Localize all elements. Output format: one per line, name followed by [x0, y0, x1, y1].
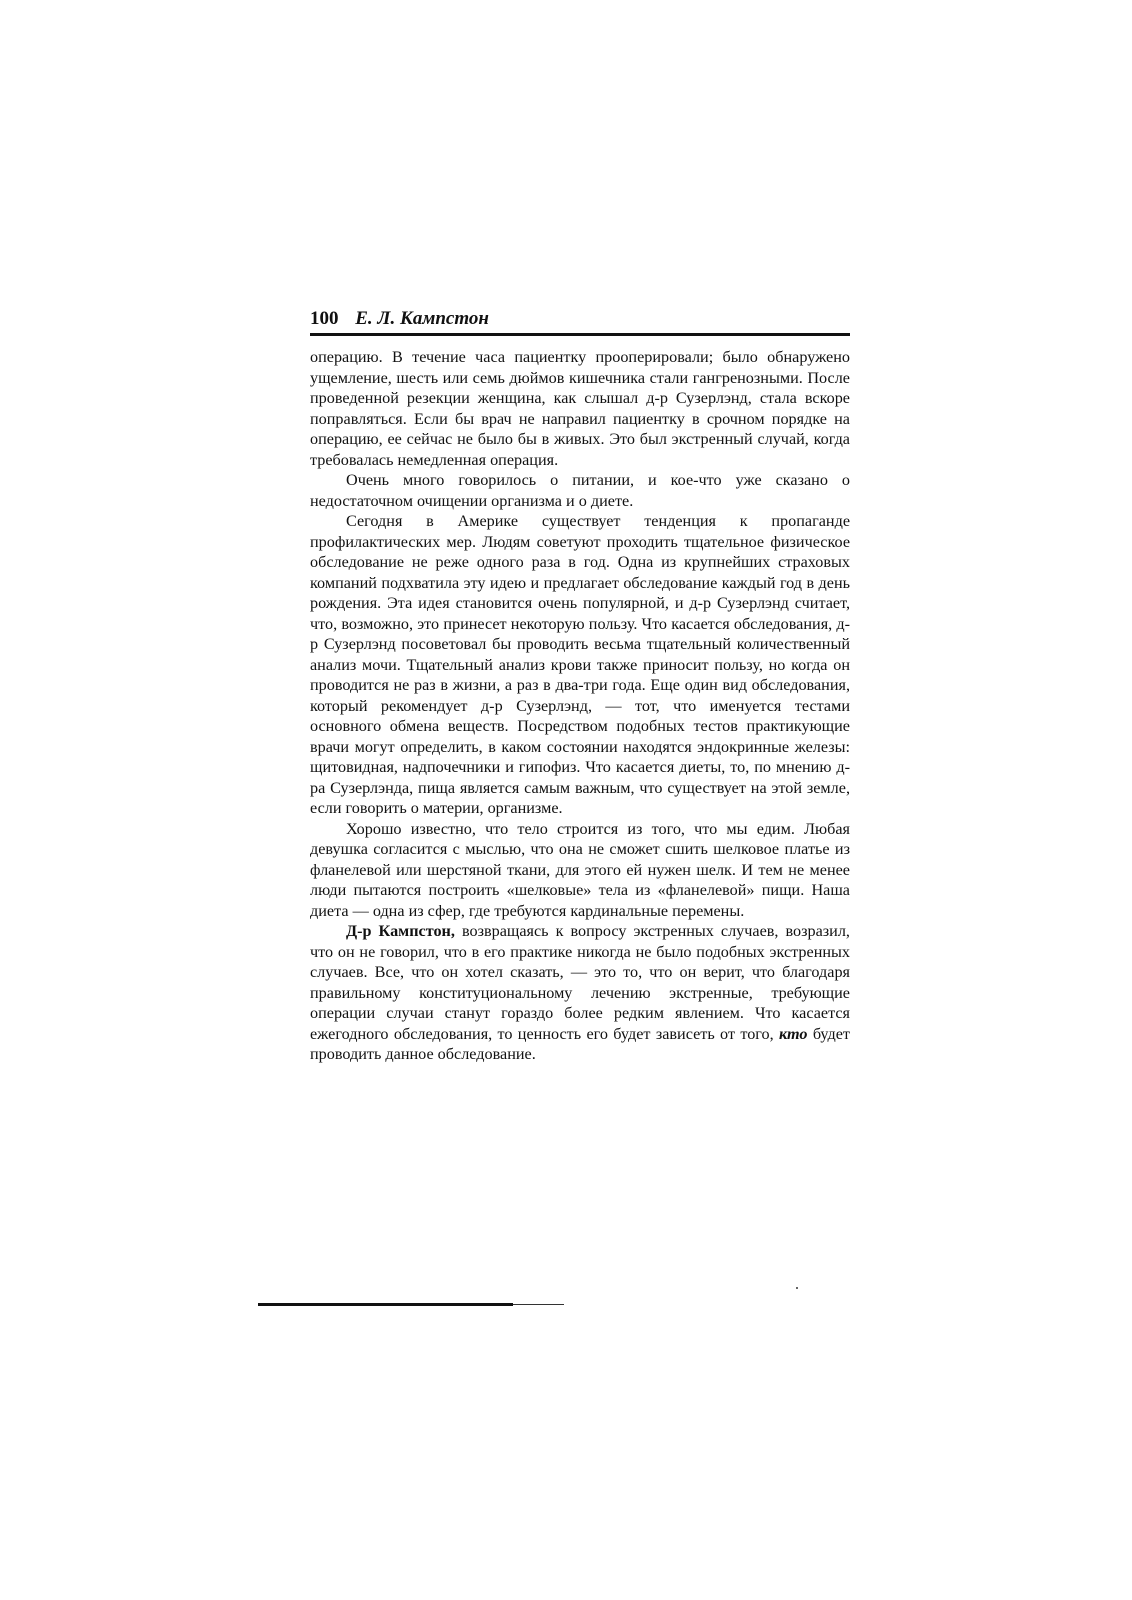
book-page — [310, 308, 850, 1065]
paragraph-2: Очень много говорилось о питании, и кое-что уже сказано о недостаточном очищении организма и о диете. — [310, 471, 850, 510]
paragraph-1: операцию. В течение часа пациентку прооперировали; было обнаружено ущемление, шесть или семь дюймов кишечника стали гангренозными. После проведенной резекции женщина, как слышал д-р Сузерлэнд, стала вскоре поправляться. Если бы врач не направил пациентку в срочном порядке на операцию, ее сейчас не было бы в живых. Это был экстренный случай, когда требовалась немедленная операция. — [310, 348, 850, 469]
emphasis-word: кто — [779, 1024, 808, 1043]
running-header — [310, 308, 850, 336]
paragraph-3: Сегодня в Америке существует тенденция к пропаганде профилактических мер. Людям советуют проходить тщательное физическое обследование не реже одного раза в год. Одна из крупнейших страховых компаний подхватила эту идею и предлагает обследование каждый год в день рождения. Эта идея становится очень популярной, и д-р Сузерлэнд считает, что, возможно, это принесет некоторую пользу. Что касается обследования, д-р Сузерлэнд посоветовал бы проводить весьма тщательный количественный анализ мочи. Тщательный анализ крови также приносит пользу, но когда он проводится не раз в жизни, а раз в два-три года. Еще один вид обследования, который рекомендует д-р Сузерлэнд, — тот, что именуется тестами основного обмена веществ. Посредством подобных тестов практикующие врачи могут определить, в каком состоянии находятся эндокринные железы: щитовидная, надпочечники и гипофиз. Что касается диеты, то, по мнению д-ра Сузерлэнда, пища является самым важным, что существует на этой земле, если говорить о материи, организме. — [310, 512, 850, 817]
body-text — [310, 347, 850, 1065]
scan-speck — [796, 1287, 798, 1289]
paragraph-4: Хорошо известно, что тело строится из того, что мы едим. Любая девушка согласится с мыслью, что она не сможет сшить шелковое платье из фланелевой или шерстяной ткани, для этого ей нужен шелк. И тем не менее люди пытаются построить «шелковые» тела из «фланелевой» пищи. Наша диета — одна из сфер, где требуются кардинальные перемены. — [310, 819, 850, 920]
footer-rule-thick — [258, 1303, 513, 1306]
paragraph-5-text-b: будет проводить данное обследование. — [310, 1024, 851, 1063]
running-header-author: Е. Л. Кампстон — [355, 308, 489, 329]
page-number: 100 — [310, 308, 339, 329]
footer-rule — [258, 1303, 564, 1307]
paragraph-5 — [310, 921, 850, 1065]
speaker-name: Д-р Кампстон, — [346, 922, 455, 940]
paragraph-5-text-a: возвращаясь к вопросу экстренных случаев, возразил, что он не говорил, что в его практике никогда не было подобных экстренных случаев. Все, что он хотел сказать, — это то, что он верит, что благодаря правильному конституциональному лечению экстренные, требующие операции случаи станут гораздо более редким явлением. Что касается ежегодного обследования, то ценность его будет зависеть от того, — [310, 922, 850, 1043]
